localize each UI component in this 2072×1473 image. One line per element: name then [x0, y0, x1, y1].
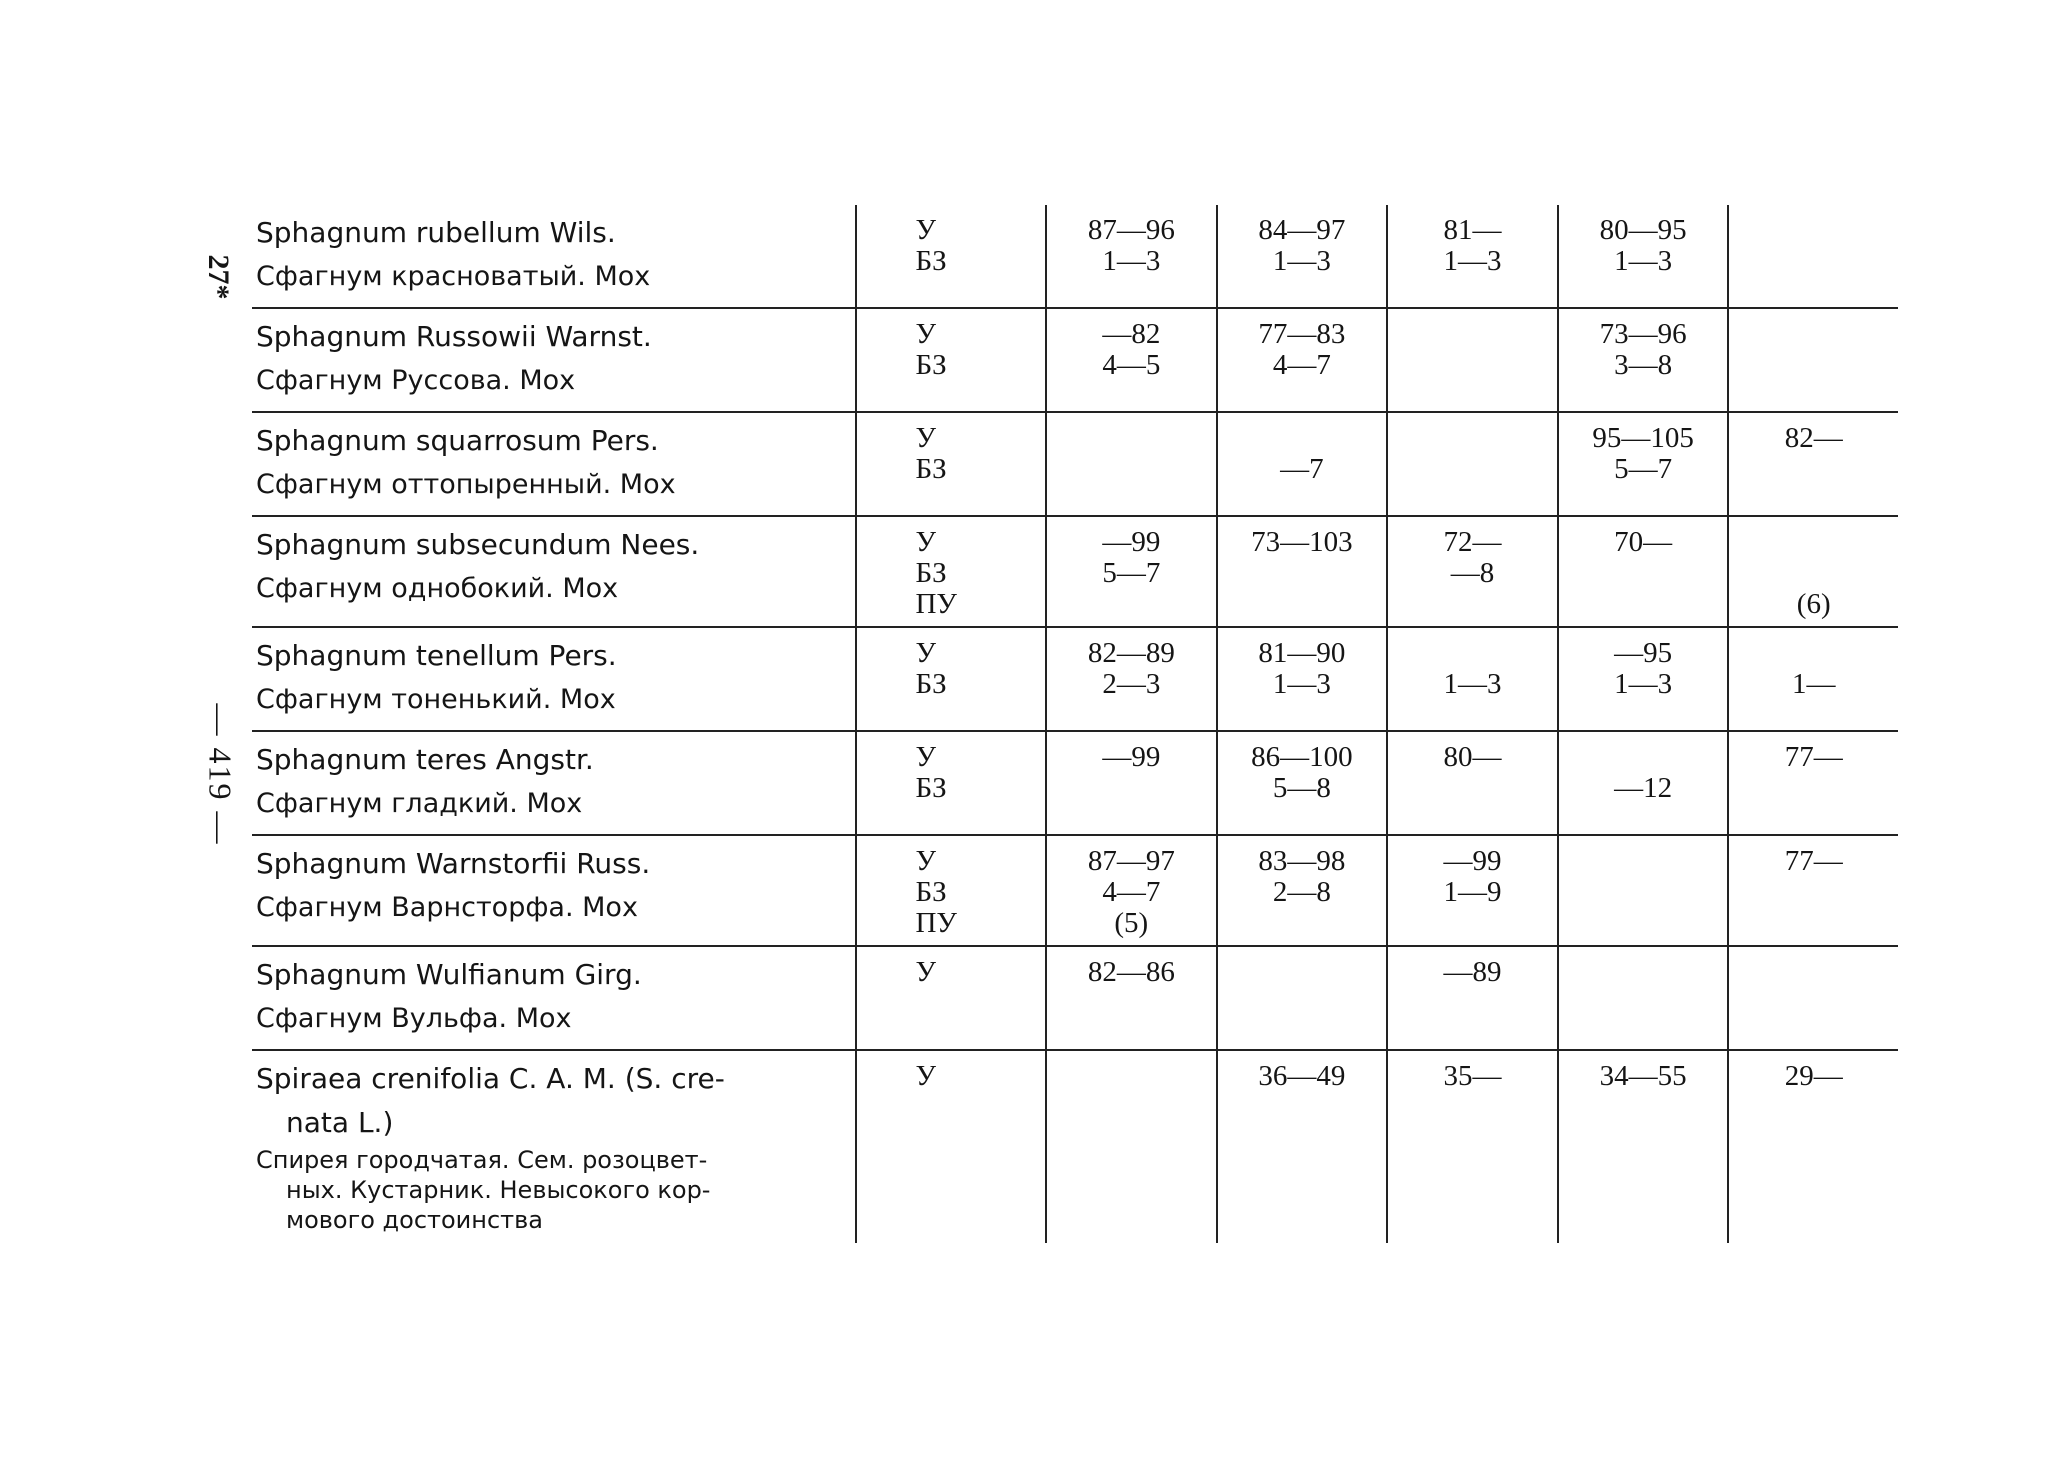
value-cell-5 — [1728, 412, 1898, 516]
value-line: 29— — [1784, 1060, 1843, 1092]
value-line: (6) — [1796, 588, 1831, 620]
table-row — [252, 946, 1898, 1050]
value-line: 72— — [1443, 526, 1502, 558]
value-line: 73—96 — [1599, 318, 1687, 350]
value-line: 5—7 — [1614, 453, 1673, 485]
latin-name-continued: nata L.) — [286, 1106, 394, 1139]
value-cell-1 — [1046, 835, 1217, 946]
zone-code-cell — [856, 1050, 1046, 1243]
value-cell-4 — [1558, 205, 1729, 308]
value-line: 4—7 — [1102, 876, 1161, 908]
species-name-cell — [252, 516, 856, 627]
value-line: 1—3 — [1614, 668, 1673, 700]
value-line: 1—3 — [1272, 668, 1331, 700]
table-row — [252, 835, 1898, 946]
russian-name: Сфагнум красноватый. Мох — [256, 261, 651, 292]
value-line — [1559, 742, 1728, 773]
value-cell-1 — [1046, 627, 1217, 731]
zone-code: У — [915, 637, 937, 669]
species-name-cell — [252, 835, 856, 946]
value-line — [1729, 527, 1898, 558]
zone-code: ПУ — [915, 588, 957, 620]
value-line: 5—8 — [1272, 772, 1331, 804]
value-line: 4—7 — [1272, 349, 1331, 381]
value-line: 1—3 — [1443, 245, 1502, 277]
value-line: 80—95 — [1599, 214, 1687, 246]
zone-code: БЗ — [915, 668, 947, 700]
value-cell-4 — [1558, 308, 1729, 412]
zone-code-cell — [856, 627, 1046, 731]
value-cell-5 — [1728, 205, 1898, 308]
zone-code-cell — [856, 835, 1046, 946]
value-line: 1—3 — [1102, 245, 1161, 277]
species-name-cell — [252, 731, 856, 835]
zone-code-cell — [856, 412, 1046, 516]
latin-name: Sphagnum teres Angstr. — [256, 743, 594, 776]
value-cell-5 — [1728, 308, 1898, 412]
value-line: —99 — [1102, 741, 1161, 773]
value-cell-1 — [1046, 946, 1217, 1050]
value-line: —8 — [1450, 557, 1495, 589]
zone-code-cell — [856, 205, 1046, 308]
zone-code: У — [915, 318, 937, 350]
value-cell-2 — [1217, 946, 1388, 1050]
value-line: 2—3 — [1102, 668, 1161, 700]
russian-name: Сфагнум однобокий. Мох — [256, 573, 619, 604]
zone-code: У — [915, 526, 937, 558]
value-cell-2 — [1217, 412, 1388, 516]
value-line: 34—55 — [1599, 1060, 1687, 1092]
value-cell-4 — [1558, 412, 1729, 516]
value-cell-1 — [1046, 308, 1217, 412]
latin-name: Sphagnum tenellum Pers. — [256, 639, 617, 672]
value-cell-5 — [1728, 516, 1898, 627]
value-line: (5) — [1114, 907, 1149, 939]
species-name-cell — [252, 1050, 856, 1243]
value-line: 84—97 — [1258, 214, 1346, 246]
value-line: 95—105 — [1592, 422, 1694, 454]
value-line: 1—3 — [1272, 245, 1331, 277]
species-name-cell — [252, 412, 856, 516]
value-line: —7 — [1280, 453, 1324, 485]
russian-name: Спирея городчатая. Сем. розоцвет- — [256, 1146, 708, 1174]
table-row — [252, 308, 1898, 412]
signature-mark: 27* — [202, 254, 235, 300]
zone-code: БЗ — [915, 245, 947, 277]
value-line: 1—3 — [1614, 245, 1673, 277]
value-line: 77—83 — [1258, 318, 1346, 350]
zone-code: У — [915, 845, 937, 877]
table-row — [252, 205, 1898, 308]
zone-code: ПУ — [915, 907, 957, 939]
value-cell-2 — [1217, 835, 1388, 946]
value-cell-1 — [1046, 1050, 1217, 1243]
value-cell-1 — [1046, 516, 1217, 627]
value-line: 35— — [1443, 1060, 1502, 1092]
value-cell-5 — [1728, 835, 1898, 946]
species-name-cell — [252, 205, 856, 308]
russian-name: Сфагнум гладкий. Мох — [256, 788, 583, 819]
value-cell-2 — [1217, 627, 1388, 731]
zone-code: БЗ — [915, 349, 947, 381]
value-line: 80— — [1443, 741, 1502, 773]
value-line: 70— — [1614, 526, 1673, 558]
russian-name-continued: ных. Кустарник. Невысокого кор- — [286, 1176, 711, 1204]
value-cell-5 — [1728, 946, 1898, 1050]
value-line — [1729, 558, 1898, 589]
value-line: 1—9 — [1443, 876, 1502, 908]
value-cell-3 — [1387, 516, 1558, 627]
zone-code: У — [915, 1060, 937, 1092]
value-cell-2 — [1217, 1050, 1388, 1243]
page-number: — 419 — — [202, 703, 239, 846]
species-name-cell — [252, 946, 856, 1050]
value-line: 83—98 — [1258, 845, 1346, 877]
table-row — [252, 516, 1898, 627]
value-line: 2—8 — [1272, 876, 1331, 908]
table-row — [252, 731, 1898, 835]
value-line: 73—103 — [1251, 526, 1353, 558]
table-row — [252, 412, 1898, 516]
latin-name: Sphagnum Warnstorfii Russ. — [256, 847, 651, 880]
value-line: —12 — [1614, 772, 1673, 804]
latin-name: Sphagnum squarrosum Pers. — [256, 424, 659, 457]
value-cell-1 — [1046, 205, 1217, 308]
value-line — [1729, 638, 1898, 669]
value-cell-5 — [1728, 731, 1898, 835]
zone-code: У — [915, 214, 937, 246]
value-line: 87—97 — [1087, 845, 1175, 877]
zone-code: БЗ — [915, 876, 947, 908]
zone-code: БЗ — [915, 453, 947, 485]
value-line: 5—7 — [1102, 557, 1161, 589]
value-line — [1218, 423, 1387, 454]
latin-name: Sphagnum Russowii Warnst. — [256, 320, 652, 353]
value-cell-4 — [1558, 1050, 1729, 1243]
species-name-cell — [252, 627, 856, 731]
value-line: —95 — [1614, 637, 1673, 669]
value-line: 1— — [1791, 668, 1836, 700]
value-cell-2 — [1217, 731, 1388, 835]
zone-code: У — [915, 956, 937, 988]
value-line: 77— — [1784, 845, 1843, 877]
value-cell-3 — [1387, 627, 1558, 731]
value-line: 4—5 — [1102, 349, 1161, 381]
value-cell-1 — [1046, 731, 1217, 835]
russian-name: Сфагнум оттопыренный. Мох — [256, 469, 676, 500]
species-name-cell — [252, 308, 856, 412]
value-line: 87—96 — [1087, 214, 1175, 246]
value-line: —82 — [1102, 318, 1161, 350]
value-cell-1 — [1046, 412, 1217, 516]
value-line: 36—49 — [1258, 1060, 1346, 1092]
value-line: 82—89 — [1087, 637, 1175, 669]
value-line: 81—90 — [1258, 637, 1346, 669]
russian-name: Сфагнум Вульфа. Мох — [256, 1003, 572, 1034]
zone-code-cell — [856, 516, 1046, 627]
value-cell-4 — [1558, 627, 1729, 731]
table-row — [252, 1050, 1898, 1243]
value-cell-4 — [1558, 946, 1729, 1050]
value-line: 82— — [1784, 422, 1843, 454]
value-line: —99 — [1443, 845, 1502, 877]
russian-name-continued: мового достоинства — [286, 1206, 543, 1234]
value-cell-5 — [1728, 1050, 1898, 1243]
latin-name: Sphagnum subsecundum Nees. — [256, 528, 700, 561]
value-line: —89 — [1443, 956, 1502, 988]
table-row — [252, 627, 1898, 731]
value-cell-5 — [1728, 627, 1898, 731]
latin-name: Spiraea crenifolia C. A. M. (S. cre- — [256, 1062, 725, 1095]
zone-code-cell — [856, 946, 1046, 1050]
value-cell-3 — [1387, 308, 1558, 412]
zone-code-cell — [856, 308, 1046, 412]
russian-name: Сфагнум Варнсторфа. Мох — [256, 892, 638, 923]
species-table — [252, 205, 1898, 1243]
value-cell-3 — [1387, 1050, 1558, 1243]
russian-name: Сфагнум тоненький. Мох — [256, 684, 616, 715]
value-line: 3—8 — [1614, 349, 1673, 381]
value-cell-2 — [1217, 516, 1388, 627]
zone-code: БЗ — [915, 772, 947, 804]
value-cell-3 — [1387, 731, 1558, 835]
latin-name: Sphagnum Wulfianum Girg. — [256, 958, 642, 991]
value-cell-2 — [1217, 205, 1388, 308]
value-cell-3 — [1387, 835, 1558, 946]
value-line: —99 — [1102, 526, 1161, 558]
zone-code: БЗ — [915, 557, 947, 589]
latin-name: Sphagnum rubellum Wils. — [256, 216, 616, 249]
value-line: 1—3 — [1443, 668, 1502, 700]
value-cell-3 — [1387, 412, 1558, 516]
russian-name: Сфагнум Руссова. Мох — [256, 365, 576, 396]
value-line: 77— — [1784, 741, 1843, 773]
value-line: 81— — [1443, 214, 1502, 246]
value-line: 82—86 — [1087, 956, 1175, 988]
value-cell-4 — [1558, 835, 1729, 946]
value-line — [1388, 638, 1557, 669]
value-cell-4 — [1558, 516, 1729, 627]
value-cell-3 — [1387, 205, 1558, 308]
value-cell-4 — [1558, 731, 1729, 835]
value-cell-2 — [1217, 308, 1388, 412]
value-line: 86—100 — [1251, 741, 1353, 773]
zone-code: У — [915, 422, 937, 454]
zone-code: У — [915, 741, 937, 773]
value-cell-3 — [1387, 946, 1558, 1050]
zone-code-cell — [856, 731, 1046, 835]
